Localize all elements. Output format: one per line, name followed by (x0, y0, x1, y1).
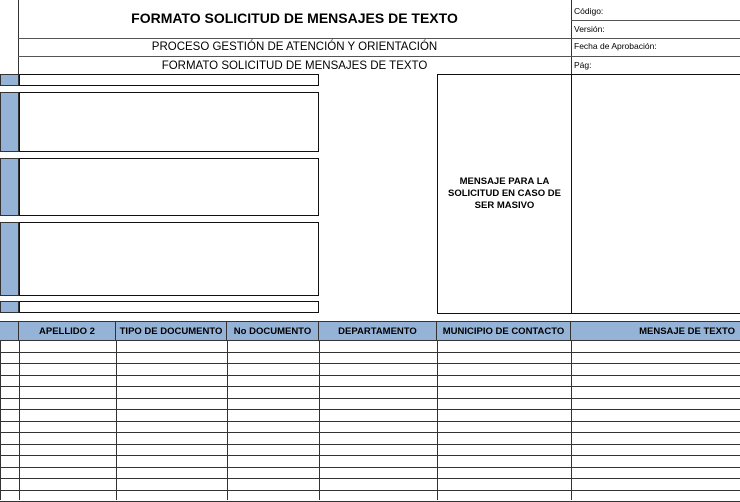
pagina-label: Pág: (572, 60, 740, 74)
table-row[interactable] (0, 376, 740, 388)
process-title: PROCESO GESTIÓN DE ATENCIÓN Y ORIENTACIÓN (18, 41, 571, 57)
form-field-2[interactable] (19, 92, 319, 152)
table-row[interactable] (0, 468, 740, 480)
table-column-divider (116, 341, 117, 500)
column-header-no-documento: No DOCUMENTO (227, 322, 319, 340)
side-label-4 (0, 222, 19, 296)
side-label-5 (0, 301, 19, 313)
codigo-label: Código: (572, 6, 740, 20)
form-field-4[interactable] (19, 222, 319, 296)
column-header-apellido2: APELLIDO 2 (19, 322, 116, 340)
table-row[interactable] (0, 341, 740, 353)
column-header-mensaje: MENSAJE DE TEXTO (571, 322, 740, 340)
side-label-1 (0, 74, 19, 86)
table-row[interactable] (0, 456, 740, 468)
data-table-body (0, 341, 740, 500)
page-title: FORMATO SOLICITUD DE MENSAJES DE TEXTO (18, 10, 571, 32)
header-block (0, 0, 740, 74)
table-column-divider (437, 341, 438, 500)
table-row[interactable] (0, 410, 740, 422)
table-column-divider (227, 341, 228, 500)
side-label-3 (0, 158, 19, 216)
table-column-divider (571, 341, 572, 500)
table-row[interactable] (0, 479, 740, 491)
fecha-aprobacion-label: Fecha de Aprobación: (572, 41, 740, 55)
table-row[interactable] (0, 399, 740, 411)
column-header-blank (0, 322, 19, 340)
table-row[interactable] (0, 353, 740, 365)
table-row[interactable] (0, 422, 740, 434)
form-field-3[interactable] (19, 158, 319, 216)
column-header-departamento: DEPARTAMENTO (319, 322, 437, 340)
mass-message-label: MENSAJE PARA LA SOLICITUD EN CASO DE SER MASIVO (445, 176, 565, 212)
table-row[interactable] (0, 491, 740, 502)
table-column-divider (319, 341, 320, 500)
form-field-1[interactable] (19, 74, 319, 86)
side-label-2 (0, 92, 19, 152)
table-row[interactable] (0, 387, 740, 399)
column-header-tipo-documento: TIPO DE DOCUMENTO (116, 322, 227, 340)
table-column-divider (19, 341, 20, 500)
data-table-header (0, 321, 740, 341)
table-row[interactable] (0, 364, 740, 376)
table-row[interactable] (0, 445, 740, 457)
form-field-5[interactable] (19, 301, 319, 313)
mass-message-label-box (437, 74, 572, 314)
mass-message-input[interactable] (571, 74, 740, 314)
form-subtitle: FORMATO SOLICITUD DE MENSAJES DE TEXTO (18, 60, 571, 76)
version-label: Versión: (572, 24, 740, 38)
table-row[interactable] (0, 433, 740, 445)
column-header-municipio: MUNICIPIO DE CONTACTO (437, 322, 571, 340)
table-column-divider (0, 341, 1, 500)
